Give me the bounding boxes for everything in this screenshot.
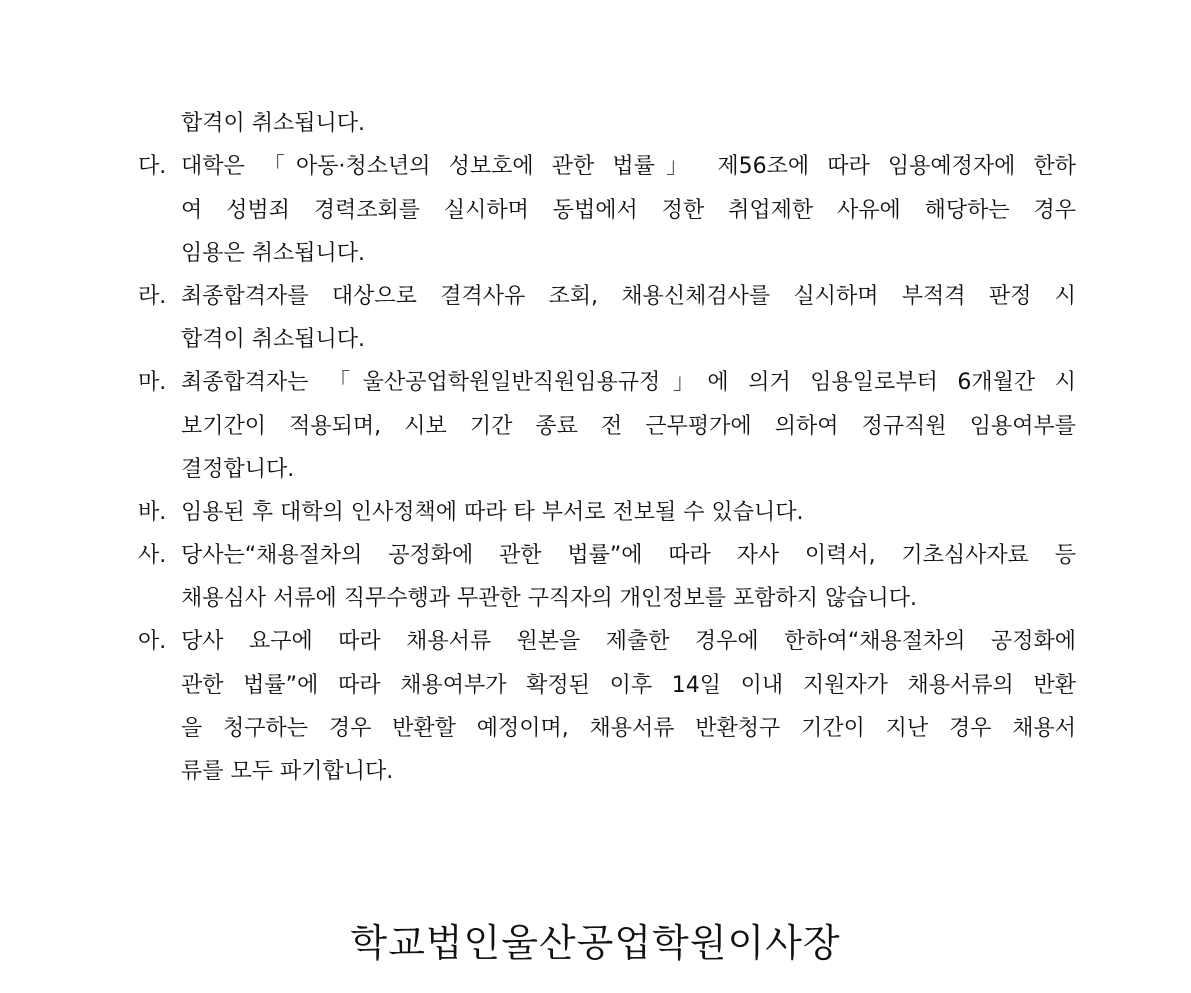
item-text-line: 여 성범죄 경력조회를 실시하며 동법에서 정한 취업제한 사유에 해당하는 경우 — [181, 198, 1076, 223]
item-text-line: 당사 요구에 따라 채용서류 원본을 제출한 경우에 한하여“채용절차의 공정화에 — [181, 629, 1076, 654]
item-text-line: 을 청구하는 경우 반환할 예정이며, 채용서류 반환청구 기간이 지난 경우 채용서 — [181, 716, 1076, 741]
issuer-signature: 학교법인울산공업학원이사장 — [350, 921, 841, 965]
item-text-line: 당사는“채용절차의 공정화에 관한 법률”에 따라 자사 이력서, 기초심사자료 등 — [181, 543, 1076, 568]
item-text-line: 대학은 「아동·청소년의 성보호에 관한 법률」 제56조에 따라 임용예정자에 한하 — [181, 154, 1076, 179]
item-text-line: 관한 법률”에 따라 채용여부가 확정된 이후 14일 이내 지원자가 채용서류의 반환 — [181, 673, 1076, 698]
item-marker: 라. — [138, 284, 167, 309]
item-text-line: 합격이 취소됩니다. — [181, 327, 366, 352]
item-text-line: 임용된 후 대학의 인사정책에 따라 타 부서로 전보될 수 있습니다. — [181, 500, 804, 525]
item-text-line: 류를 모두 파기합니다. — [181, 759, 394, 784]
item-marker: 마. — [138, 370, 167, 395]
item-marker: 다. — [138, 154, 167, 179]
item-text-line: 보기간이 적용되며, 시보 기간 종료 전 근무평가에 의하여 정규직원 임용여부를 — [181, 414, 1076, 439]
item-marker: 사. — [138, 543, 167, 568]
item-text-line: 합격이 취소됩니다. — [181, 111, 366, 136]
item-marker: 아. — [138, 629, 167, 654]
item-text-line: 최종합격자는 「울산공업학원일반직원임용규정」에 의거 임용일로부터 6개월간 시 — [181, 370, 1076, 395]
item-text-line: 채용심사 서류에 직무수행과 무관한 구직자의 개인정보를 포함하지 않습니다. — [181, 586, 918, 611]
item-marker: 바. — [138, 500, 167, 525]
item-text-line: 임용은 취소됩니다. — [181, 241, 366, 266]
item-text-line: 결정합니다. — [181, 457, 295, 482]
item-text-line: 최종합격자를 대상으로 결격사유 조회, 채용신체검사를 실시하며 부적격 판정 시 — [181, 284, 1076, 309]
